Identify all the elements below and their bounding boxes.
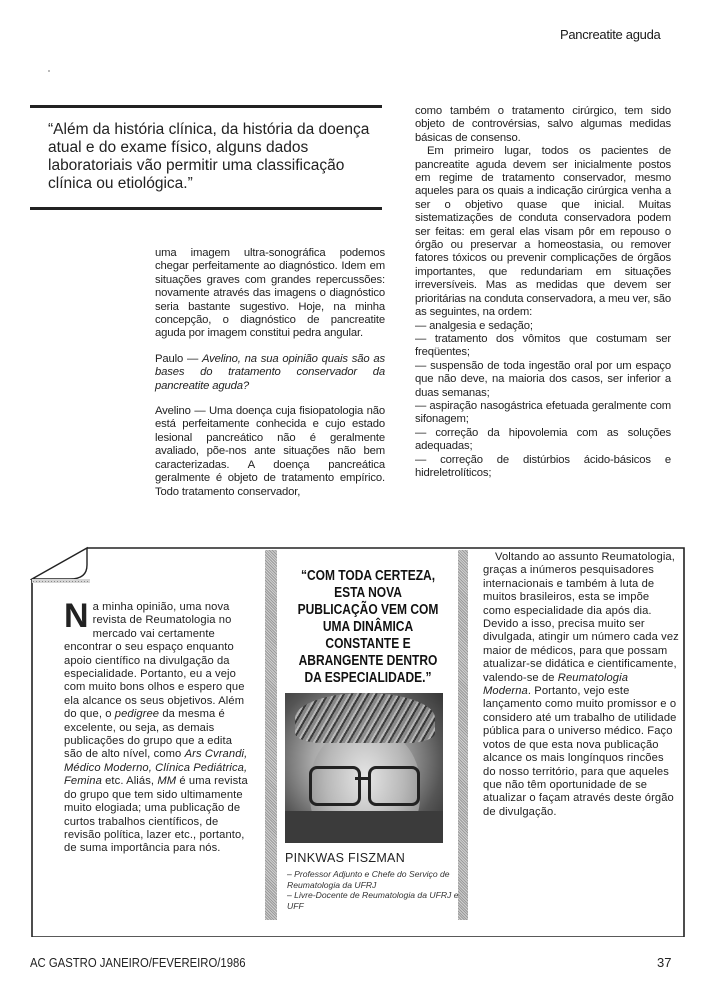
list-item: — tratamento dos vômitos que costumam ser freqüentes;	[415, 332, 671, 359]
credential-line: – Livre-Docente de Reumatologia da UFRJ e UFF	[287, 890, 459, 911]
pullquote: “Além da história clínica, da história da doença atual e do exame físico, alguns dados laboratoriais vão permitir uma classificação clínica ou etiológica.”	[48, 121, 370, 192]
paragraph: como também o tratamento cirúrgico, tem sido objeto de controvérsias, salvo algumas medidas básicas de consenso.	[415, 105, 671, 144]
shaded-divider-right	[458, 550, 468, 920]
question-text: Avelino, na sua opinião quais são as bases do tratamento conservador da pancreatite aguda?	[155, 352, 385, 392]
page-number: 37	[657, 955, 672, 970]
list-item: — aspiração nasogástrica efetuada geralmente com sifonagem;	[415, 399, 671, 426]
article-right-column	[415, 105, 671, 480]
speaker-name: Avelino —	[155, 405, 209, 418]
shaded-divider-left	[265, 550, 277, 920]
interview-question	[155, 353, 385, 393]
text-run-italic: pedigree	[114, 708, 160, 721]
text-run: Voltando ao assunto Reumatologia, graças a inúmeros pesquisadores internacionais e também à luta de muitos brasileiros, esta se impõe como especialidade dia após dia. Devido a isso, precisa muito ser divulgada, atingir um número cada vez maior de médicos, para que possam atualizar-se didática e cientificamente, valendo-se de	[483, 551, 679, 684]
portrait-photo	[285, 693, 443, 843]
list-item: — suspensão de toda ingestão oral por um espaço que não deve, na maioria dos casos, ser inferior a duas semanas;	[415, 359, 671, 399]
pullquote-bottom-rule	[30, 207, 382, 210]
glasses-lens-left	[309, 766, 361, 806]
scan-speck	[48, 70, 50, 72]
paragraph: Em primeiro lugar, todos os pacientes de pancreatite aguda devem ser inicialmente postos em regime de tratamento conservador, mesmo aqueles para os quais a indicação cirúrgica venha a ser o objetivo quase que inicial. Muitas sistematizações de conduta conservadora podem ser feitas: em geral elas visam pôr em repouso o órgão ou preservar a homeostasia, ou remover fatores tóxicos ou prevenir complicações de órgãos importantes, que redundariam em situações irreversíveis. Mas as medidas que devem ser prioritárias na conduta conservadora, a meu ver, são as seguintes, na ordem:	[415, 145, 671, 319]
glasses-lens-right	[368, 766, 420, 806]
journal-title: Reumatologia Moderna	[483, 671, 629, 698]
running-head: Pancreatite aguda	[560, 27, 661, 42]
text-run: é uma revista do grupo que tem sido ultimamente muito elogiada; uma publicação de curtos trabalhos científicos, de revisão política, lazer etc., portanto, de suma importância para nós.	[64, 775, 248, 855]
photo-hair	[295, 693, 435, 743]
text-run: . Portanto, vejo este lançamento como muito promissor e o considero até um trabalho de utilidade pública para o universo médico. Faço votos de que esta nova publicação alcance os mais longínquos rincões do nosso território, para que aqueles que não têm oportunidade de se atualizar o façam através deste órgão de divulgação.	[483, 685, 677, 818]
article-left-column	[155, 247, 385, 499]
feature-pullquote: “COM TODA CERTEZA, ESTA NOVA PUBLICAÇÃO VEM COM UMA DINÂMICA CONSTANTE E ABRANGENTE DENTRO DA ESPECIALIDADE.”	[297, 568, 439, 686]
paragraph	[483, 551, 679, 819]
drop-cap: N	[64, 597, 89, 635]
photo-jacket	[285, 811, 443, 843]
credential-line: – Professor Adjunto e Chefe do Serviço de Reumatologia da UFRJ	[287, 869, 450, 890]
interview-answer	[155, 405, 385, 499]
text-run: etc. Aliás,	[101, 775, 158, 788]
paragraph: uma imagem ultra-sonográfica podemos chegar perfeitamente ao diagnóstico. Idem em situações graves com grandes repercussões: novamente através das imagens o diagnóstico seria bastante sugestivo. Hoje, na minha concepção, o diagnóstico de pancreatite aguda por imagem constitui pedra angular.	[155, 247, 385, 340]
person-name: PINKWAS FISZMAN	[285, 851, 406, 865]
answer-text: Uma doença cuja fisiopatologia não está perfeitamente conhecida e cujo estado lesional pancreático não é geralmente avaliado, põe-nos ante situações não bem caracterizadas. A doença pancreática geralmente é objeto de tratamento empírico. Todo tratamento conservador,	[155, 405, 385, 498]
footer-publication: AC GASTRO JANEIRO/FEVEREIRO/1986	[30, 955, 246, 970]
text-run: a minha opinião, uma nova revista de Reumatologia no mercado vai certamente encontrar o seu espaço enquanto apoio científico na divulgação da especialidade. Portanto, eu a vejo com muito bons olhos e espero que ela alcance os seus objetivos. Além do que, o	[64, 601, 245, 721]
pullquote-top-rule	[30, 105, 382, 108]
feature-right-text	[483, 551, 679, 819]
list-item: — correção de distúrbios ácido-básicos e hidreletrolíticos;	[415, 453, 671, 479]
list-item: — analgesia e sedação;	[415, 319, 533, 332]
person-credentials	[287, 869, 459, 911]
speaker-name: Paulo —	[155, 352, 202, 365]
glasses-bridge	[355, 777, 371, 780]
text-run-italic: MM	[157, 775, 177, 788]
text-run: da mesma é excelente, ou seja, as demais publicações do grupo que a edita são de alto nível, como	[64, 708, 233, 761]
feature-left-text	[64, 597, 250, 856]
magazine-titles: Ars Cvrandi, Médico Moderno, Clínica Pediátrica, Femina	[64, 748, 248, 788]
list-item: — correção da hipovolemia com as soluções adequadas;	[415, 426, 671, 453]
